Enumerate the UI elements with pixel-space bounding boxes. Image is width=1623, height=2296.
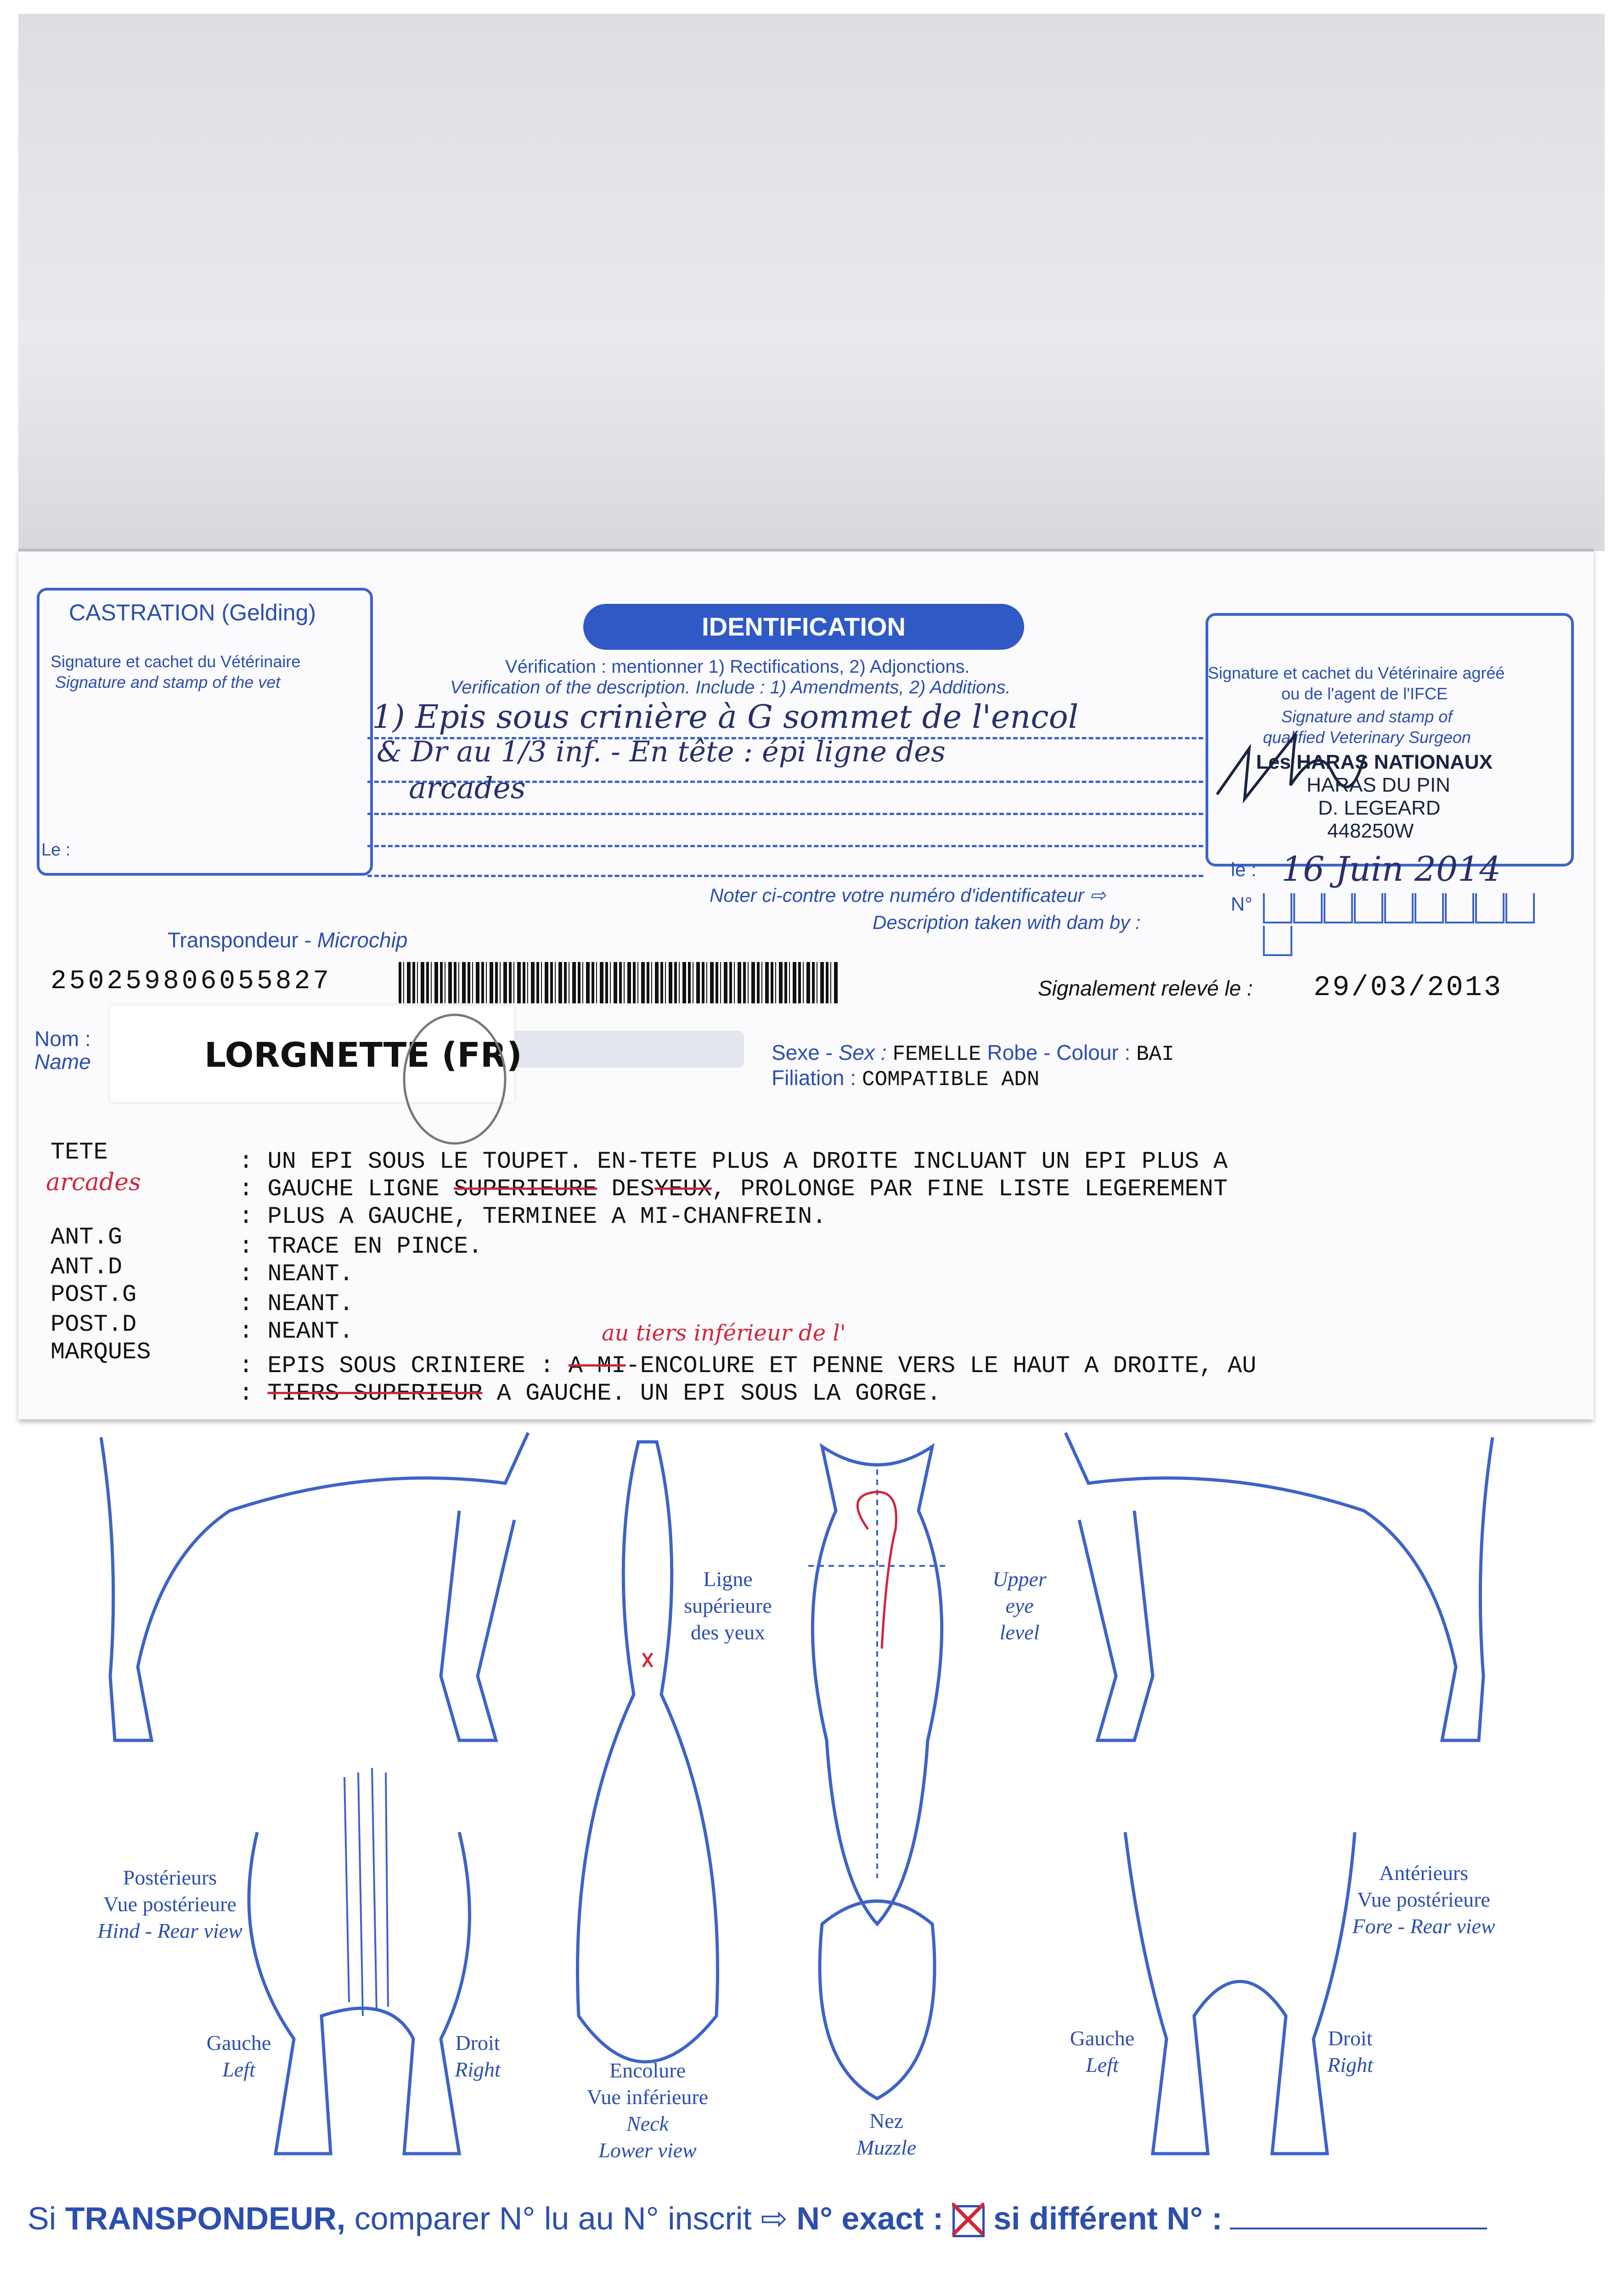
note-dam: Description taken with dam by : [873, 912, 1141, 933]
fore-caption: Antérieurs Vue postérieure Fore - Rear view [1352, 1861, 1495, 1938]
castration-le-label: Le : [41, 840, 71, 860]
muzzle-caption: Nez Muzzle [856, 2109, 917, 2159]
vet-line-1: Signature et cachet du Vétérinaire agréé [1208, 664, 1505, 682]
upper-eye-en: Upper eye level [992, 1567, 1047, 1644]
hind-caption: Postérieurs Vue postérieure Hind - Rear view [97, 1866, 242, 1942]
transponder-compare-line: Si TRANSPONDEUR, comparer N° lu au N° inscrit ⇨ N° exact : si différent N° : [28, 2200, 1487, 2237]
neck-caption: Encolure Vue inférieure Neck Lower view [586, 2059, 709, 2162]
muzzle-outline [820, 1901, 935, 2099]
transponder-number: 250259806055827 [51, 967, 332, 996]
scan-background [18, 14, 1605, 551]
desc-row-2: : GAUCHE LIGNE SUPERIEURE DESYEUX, PROLONGE PAR FINE LISTE LEGEREMENT [239, 1176, 1228, 1203]
fore-left-label: Gauche Left [1070, 2026, 1135, 2077]
vet-line-2: ou de l'agent de l'IFCE [1281, 684, 1448, 703]
hind-legs-outline [249, 1832, 470, 2154]
castration-sign-fr: Signature et cachet du Vétérinaire [51, 652, 301, 671]
dash-line-3 [367, 813, 1203, 815]
red-cross-mark [643, 1653, 652, 1667]
desc-row-4: : TRACE EN PINCE. [239, 1233, 483, 1260]
different-number-field[interactable] [1230, 2228, 1487, 2229]
desc-row-3: : PLUS A GAUCHE, TERMINEE A MI-CHANFREIN. [239, 1203, 827, 1230]
verification-en: Verification of the description. Include : 1) Amendments, 2) Additions. [450, 677, 1011, 698]
desc-row-1: : UN EPI SOUS LE TOUPET. EN-TETE PLUS A DROITE INCLUANT UN EPI PLUS A [239, 1148, 1228, 1175]
vet-stamp-2: HARAS DU PIN [1307, 774, 1450, 796]
desc-key-antd: ANT.D [51, 1254, 123, 1281]
left-profile-outline [101, 1433, 528, 1740]
fore-right-label: Droit Right [1327, 2026, 1373, 2077]
vet-no-label: N° [1231, 893, 1253, 915]
horse-name: LORGNETTE (FR) [204, 1035, 522, 1075]
nom-label: Nom : [34, 1027, 91, 1051]
desc-key-marques: MARQUES [51, 1339, 151, 1366]
left-profile-leg [441, 1511, 514, 1740]
note-identifier: Noter ci-contre votre numéro d'identificateur ⇨ [710, 884, 1106, 906]
desc-row-6: : NEANT. [239, 1290, 354, 1317]
vet-signature [1212, 716, 1414, 808]
desc-row-5: : NEANT. [239, 1261, 354, 1288]
desc-key-postg: POST.G [51, 1281, 137, 1308]
vet-line-3: Signature and stamp of [1281, 707, 1453, 726]
right-profile-leg [1079, 1511, 1153, 1740]
red-note-arcades: arcades [46, 1169, 141, 1196]
vet-stamp-3: D. LEGEARD [1318, 797, 1441, 819]
identification-title: IDENTIFICATION [583, 604, 1024, 650]
dash-line-5 [367, 875, 1203, 877]
stamp-seal-icon [386, 1001, 524, 1157]
identifier-digit-boxes [1263, 893, 1548, 925]
desc-key-postd: POST.D [51, 1311, 137, 1338]
dash-line-4 [367, 845, 1203, 847]
vet-date: 16 Juin 2014 [1281, 850, 1501, 889]
hind-left-label: Gauche Left [206, 2031, 271, 2081]
barcode [399, 962, 840, 1003]
exact-checkbox[interactable] [952, 2205, 985, 2237]
desc-row-8: : EPIS SOUS CRINIERE : A MI-ENCOLURE ET PENNE VERS LE HAUT A DROITE, AU [239, 1352, 1257, 1379]
signalement-label: Signalement relevé le : [1038, 976, 1253, 1000]
handwritten-line-3: arcades [409, 771, 526, 805]
upper-eye-fr: Ligne supérieure des yeux [684, 1567, 772, 1644]
signalement-date: 29/03/2013 [1313, 971, 1503, 1004]
red-note-marques: au tiers inférieur de l' [602, 1320, 846, 1346]
vet-stamp-1: Les HARAS NATIONAUX [1256, 751, 1493, 773]
right-profile-outline [1065, 1433, 1493, 1740]
desc-key-tete: TETE [51, 1139, 108, 1166]
fore-legs-outline [1125, 1832, 1355, 2154]
handwritten-line-1: 1) Epis sous crinière à G sommet de l'encol [372, 698, 1079, 736]
castration-title: CASTRATION (Gelding) [69, 600, 316, 625]
filiation-line: Filiation : COMPATIBLE ADN [772, 1066, 1040, 1092]
vet-stamp-4: 448250W [1327, 820, 1414, 842]
verification-fr: Vérification : mentionner 1) Rectifications, 2) Adjonctions. [505, 657, 970, 677]
handwritten-line-2: & Dr au 1/3 inf. - En tête : épi ligne des [377, 735, 946, 768]
sex-line: Sexe - Sex : FEMELLE Robe - Colour : BAI [772, 1041, 1174, 1066]
transponder-label: Transpondeur - Microchip [168, 928, 408, 952]
vet-line-4: qualified Veterinary Surgeon [1263, 728, 1471, 747]
castration-box [37, 588, 373, 876]
name-label: Name [34, 1050, 91, 1074]
desc-row-7: : NEANT. [239, 1318, 354, 1345]
vet-le-label: le : [1231, 859, 1257, 880]
name-field-bar [496, 1031, 744, 1068]
neck-outline [578, 1442, 718, 2062]
tail-strands [344, 1768, 388, 2016]
desc-row-9: : TIERS SUPERIEUR A GAUCHE. UN EPI SOUS LA GORGE. [239, 1380, 941, 1407]
hind-right-label: Droit Right [455, 2031, 501, 2081]
desc-key-antg: ANT.G [51, 1224, 123, 1251]
castration-sign-en: Signature and stamp of the vet [55, 673, 281, 692]
